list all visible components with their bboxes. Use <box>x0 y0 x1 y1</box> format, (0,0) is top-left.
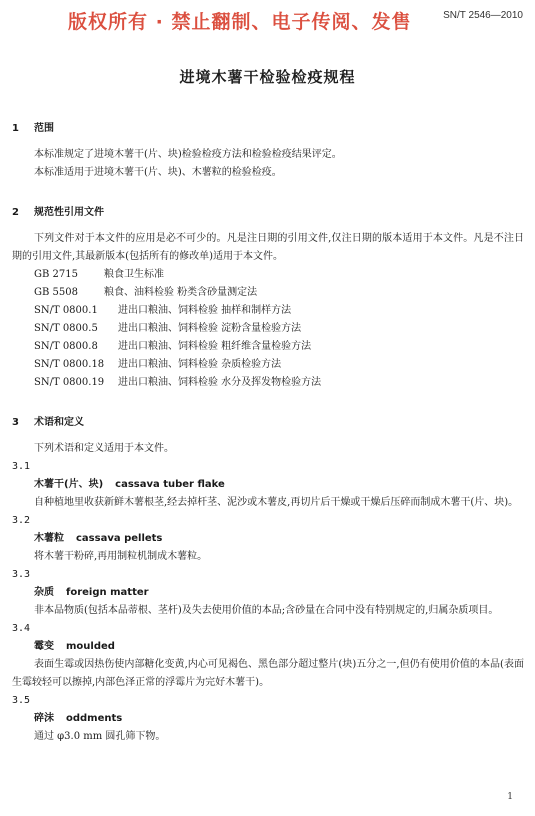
section-title: 规范性引用文件 <box>34 207 104 218</box>
term-zh: 霉变 <box>34 641 54 652</box>
term-definition: 将木薯干粉碎,再用制粒机制成木薯粒。 <box>34 551 208 562</box>
reference-name: 进出口粮油、饲料检验 杂质检验方法 <box>118 359 282 370</box>
paragraph: 本标准规定了进境木薯干(片、块)检验检疫方法和检验检疫结果评定。 <box>34 149 342 160</box>
paragraph: 下列术语和定义适用于本文件。 <box>34 443 174 454</box>
term-zh: 杂质 <box>34 587 54 598</box>
term-definition: 表面生霉或因热伤使内部糖化变黄,内心可见褐色、黑色部分超过整片(块)五分之一,但仍有使用价值的本品(表面生霉较轻可以擦掉,内部色泽正常的浮霉片为完好木薯干)。 <box>12 659 524 688</box>
clause-number: 3.4 <box>12 623 31 634</box>
term-heading <box>12 584 524 602</box>
term-heading <box>12 638 524 656</box>
term-definition: 通过 φ3.0 mm 圆孔筛下物。 <box>34 731 166 742</box>
term-en: moulded <box>66 641 115 652</box>
reference-name: 粮食、油料检验 粉类含砂量测定法 <box>104 287 258 298</box>
term-heading <box>12 530 524 548</box>
term-zh: 木薯粒 <box>34 533 64 544</box>
term-en: oddments <box>66 713 123 724</box>
reference-code: SN/T 0800.8 <box>34 341 98 352</box>
reference-code: SN/T 0800.19 <box>34 377 105 388</box>
section-title: 范围 <box>34 123 54 134</box>
reference-code: SN/T 0800.1 <box>34 305 98 316</box>
paragraph: 本标准适用于进境木薯干(片、块)、木薯粒的检验检疫。 <box>34 167 282 178</box>
reference-item <box>12 302 524 320</box>
clause-number: 3.2 <box>12 515 31 526</box>
paragraph: 下列文件对于本文件的应用是必不可少的。凡是注日期的引用文件,仅注日期的版本适用于本文件。凡是不注日期的引用文件,其最新版本(包括所有的修改单)适用于本文件。 <box>12 233 524 262</box>
term-en: foreign matter <box>66 587 149 598</box>
reference-name: 进出口粮油、饲料检验 淀粉含量检验方法 <box>118 323 302 334</box>
reference-code: SN/T 0800.18 <box>34 359 105 370</box>
section-number: 1 <box>12 123 19 134</box>
reference-item <box>12 374 524 392</box>
page-number: 1 <box>507 792 513 802</box>
reference-code: SN/T 0800.5 <box>34 323 98 334</box>
term-heading <box>12 476 524 494</box>
reference-item <box>12 266 524 284</box>
reference-code: GB 5508 <box>34 287 78 298</box>
reference-name: 进出口粮油、饲料检验 水分及挥发物检验方法 <box>118 377 322 388</box>
term-en: cassava tuber flake <box>115 479 225 490</box>
section-number: 3 <box>12 417 19 428</box>
term-definition: 自种植地里收获新鲜木薯根茎,经去掉杆茎、泥沙或木薯皮,再切片后干燥或干燥后压碎而制成木薯干(片、块)。 <box>34 497 519 508</box>
reference-item <box>12 338 524 356</box>
reference-name: 进出口粮油、饲料检验 抽样和制样方法 <box>118 305 292 316</box>
section-heading-normative-references <box>12 204 524 222</box>
term-zh: 碎沫 <box>34 713 54 724</box>
section-title: 术语和定义 <box>34 417 84 428</box>
document-title: 进境木薯干检验检疫规程 <box>179 68 356 86</box>
reference-name: 粮食卫生标准 <box>104 269 164 280</box>
section-heading-terms <box>12 414 524 432</box>
term-heading <box>12 710 524 728</box>
clause-number: 3.1 <box>12 461 31 472</box>
reference-name: 进出口粮油、饲料检验 粗纤维含量检验方法 <box>118 341 312 352</box>
clause-number: 3.5 <box>12 695 31 706</box>
section-heading-scope <box>12 120 524 138</box>
reference-item <box>12 320 524 338</box>
standard-code: SN/T 2546—2010 <box>443 10 523 21</box>
section-number: 2 <box>12 207 19 218</box>
reference-item <box>12 356 524 374</box>
reference-code: GB 2715 <box>34 269 78 280</box>
reference-item <box>12 284 524 302</box>
term-definition: 非本品物质(包括本品蒂根、茎杆)及失去使用价值的本品;含砂量在合同中没有特别规定的,归属杂质项目。 <box>34 605 499 616</box>
clause-number: 3.3 <box>12 569 31 580</box>
document-body <box>12 120 524 746</box>
term-en: cassava pellets <box>76 533 163 544</box>
term-zh: 木薯干(片、块) <box>34 479 104 490</box>
copyright-watermark: 版权所有 · 禁止翻制、电子传阅、发售 <box>68 11 412 33</box>
